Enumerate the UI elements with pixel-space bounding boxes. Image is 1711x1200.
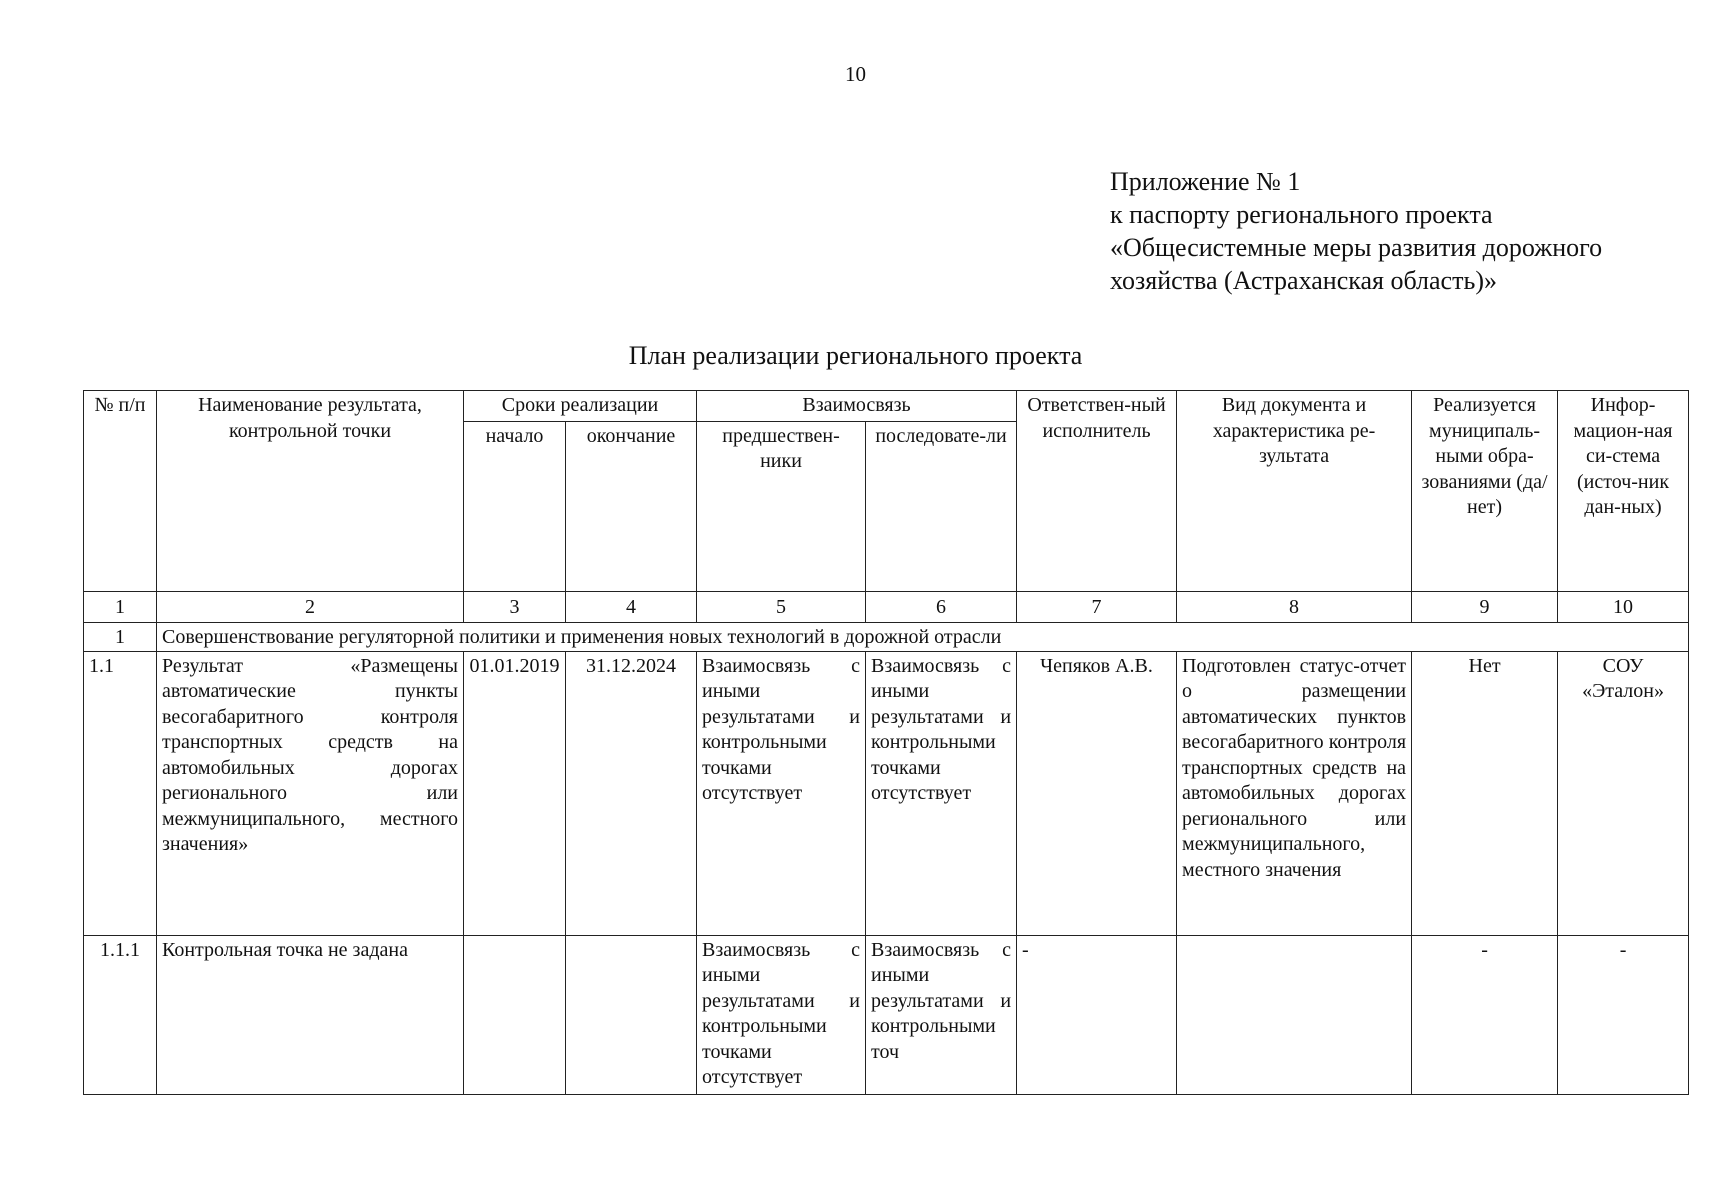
column-number-row (84, 591, 1689, 622)
row-municipal: Нет (1412, 651, 1558, 935)
row-end: 31.12.2024 (566, 651, 697, 935)
row-info-system: - (1558, 935, 1689, 1094)
section-num: 1 (84, 622, 157, 651)
row-num: 1.1 (84, 651, 157, 935)
column-number: 2 (157, 591, 464, 622)
section-row (84, 622, 1689, 651)
column-number: 3 (464, 591, 566, 622)
section-title: Совершенствование регуляторной политики и применения новых технологий в дорожной отрасли (157, 622, 1689, 651)
appendix-note (1110, 165, 1690, 297)
header-successors: последовате-ли (866, 421, 1017, 591)
column-number: 8 (1177, 591, 1412, 622)
header-start: начало (464, 421, 566, 591)
row-info-system: СОУ «Эталон» (1558, 651, 1689, 935)
header-responsible: Ответствен-ный исполнитель (1017, 391, 1177, 592)
row-predecessors: Взаимосвязь с иными результатами и контрольными точками отсутствует (697, 651, 866, 935)
plan-table (83, 390, 1689, 1095)
table-row (84, 935, 1689, 1094)
appendix-line-1: Приложение № 1 (1110, 167, 1301, 196)
header-info-system: Инфор-мацион-ная си-стема (источ-ник дан-ных) (1558, 391, 1689, 592)
appendix-line-4: хозяйства (Астраханская область)» (1110, 266, 1497, 295)
table-row (84, 651, 1689, 935)
row-responsible: Чепяков А.В. (1017, 651, 1177, 935)
header-name: Наименование результата, контрольной точки (157, 391, 464, 592)
row-responsible: - (1017, 935, 1177, 1094)
row-successors: Взаимосвязь с иными результатами и контрольными точками отсутствует (866, 651, 1017, 935)
page-number: 10 (845, 62, 866, 86)
row-name: Результат «Размещены автоматические пункты весогабаритного контроля транспортных средств на автомобильных дорогах регионального или межмуниципального, местного значения» (157, 651, 464, 935)
row-start (464, 935, 566, 1094)
appendix-line-3: «Общесистемные меры развития дорожного (1110, 233, 1603, 262)
header-num: № п/п (84, 391, 157, 592)
header-relation: Взаимосвязь (697, 391, 1017, 422)
header-doc-type: Вид документа и характеристика ре-зультата (1177, 391, 1412, 592)
column-number: 9 (1412, 591, 1558, 622)
column-number: 4 (566, 591, 697, 622)
plan-title: План реализации регионального проекта (628, 341, 1083, 370)
row-doc-type (1177, 935, 1412, 1094)
column-number: 6 (866, 591, 1017, 622)
row-end (566, 935, 697, 1094)
column-number: 5 (697, 591, 866, 622)
row-num: 1.1.1 (84, 935, 157, 1094)
header-end: окончание (566, 421, 697, 591)
appendix-line-2: к паспорту регионального проекта (1110, 200, 1493, 229)
row-doc-type: Подготовлен статус-отчет о размещении автоматических пунктов весогабаритного контроля транспортных средств на автомобильных дорогах регионального или межмуниципального, местного значения (1177, 651, 1412, 935)
column-number: 10 (1558, 591, 1689, 622)
header-terms: Сроки реализации (464, 391, 697, 422)
column-number: 1 (84, 591, 157, 622)
header-row-1 (84, 391, 1689, 422)
row-successors: Взаимосвязь с иными результатами и контрольными точ (866, 935, 1017, 1094)
row-name: Контрольная точка не задана (157, 935, 464, 1094)
row-start: 01.01.2019 (464, 651, 566, 935)
header-municipal: Реализуется муниципаль-ными обра-зованиями (да/нет) (1412, 391, 1558, 592)
row-predecessors: Взаимосвязь с иными результатами и контрольными точками отсутствует (697, 935, 866, 1094)
row-municipal: - (1412, 935, 1558, 1094)
column-number: 7 (1017, 591, 1177, 622)
header-predecessors: предшествен-ники (697, 421, 866, 591)
